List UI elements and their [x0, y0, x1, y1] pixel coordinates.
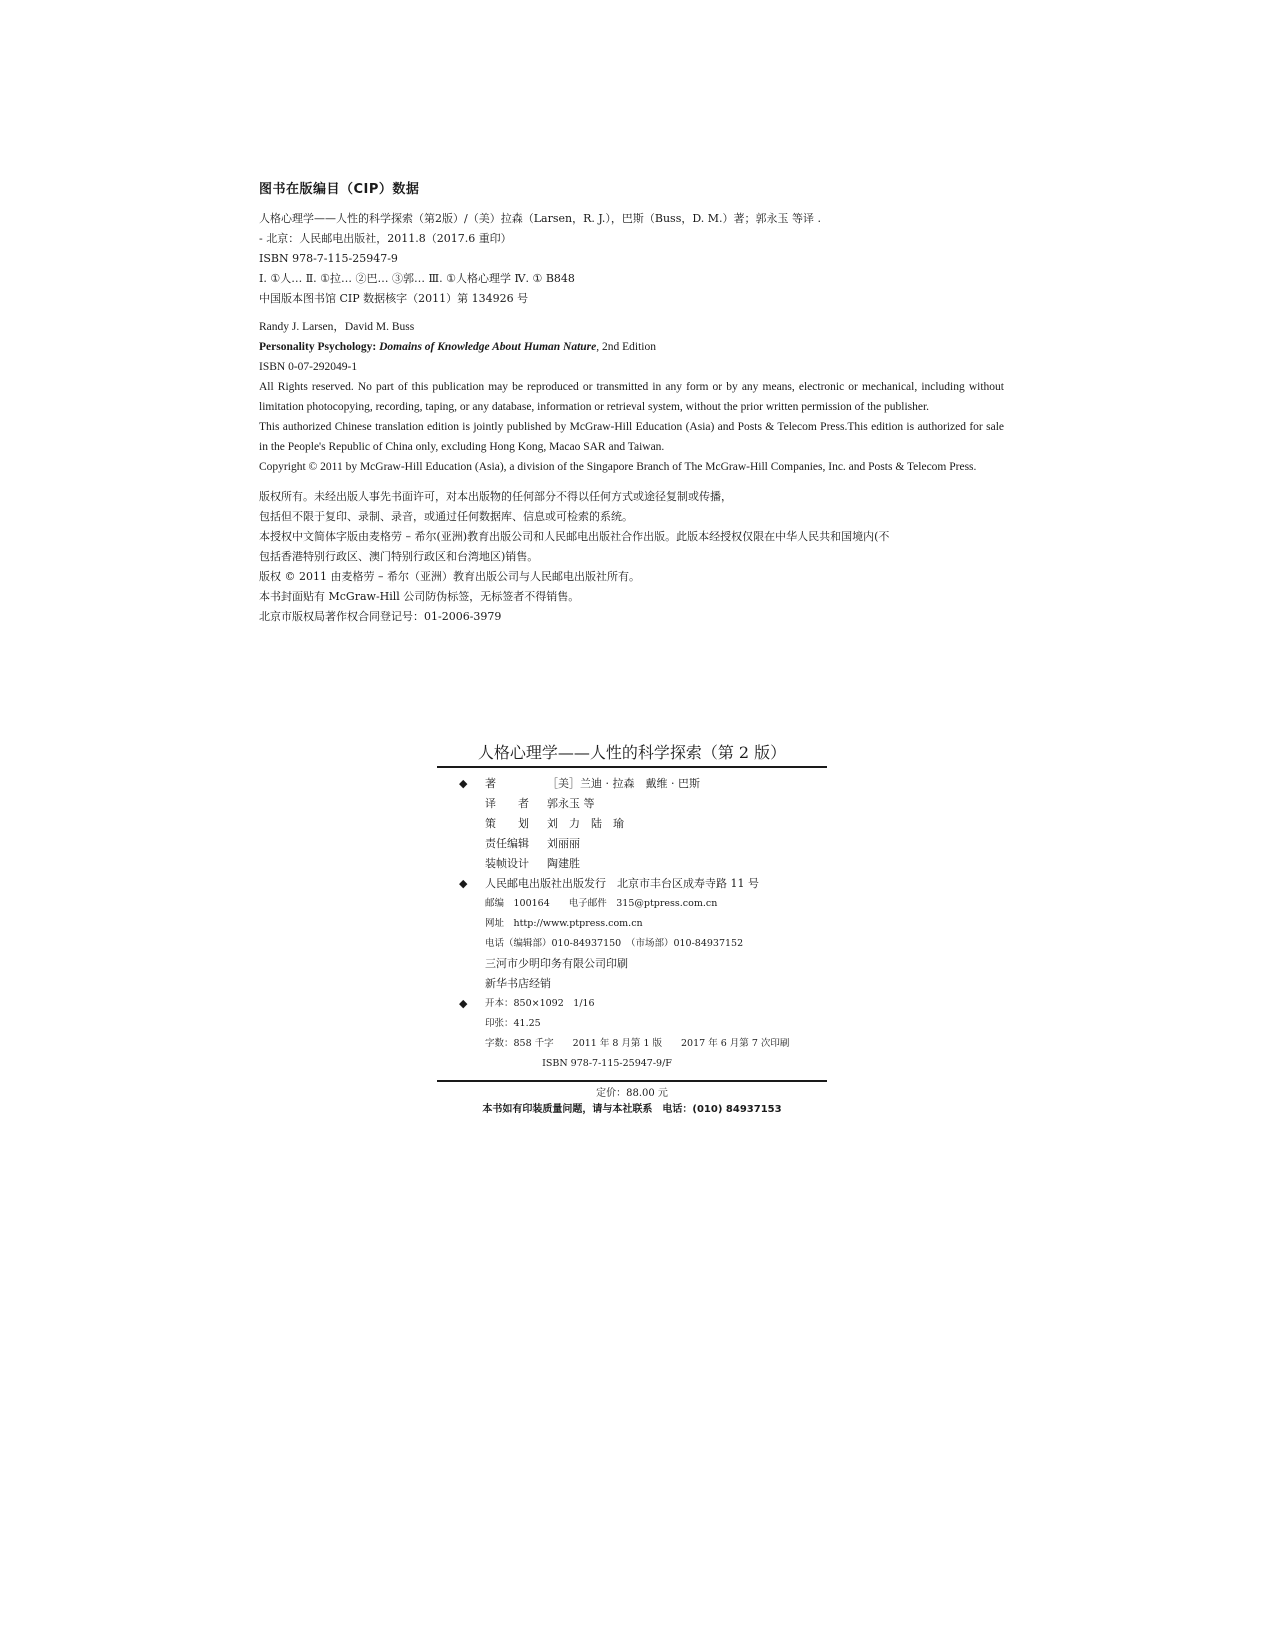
original-title-main: Personality Psychology:	[259, 341, 377, 353]
rights-statement: All Rights reserved. No part of this publication may be reproduced or transmitted in any form or by any means, electronic or mechanical, including without limitation photocopying, recording, taping, or any database, information or retrieval system, without the prior written permission of the publisher.	[259, 381, 1004, 413]
colophon-author-row	[437, 774, 827, 794]
cn-rights-line: 版权 © 2011 由麦格劳 – 希尔（亚洲）教育出版公司与人民邮电出版社所有。	[259, 570, 640, 583]
design-value: 陶建胜	[547, 857, 580, 870]
editor-value: 刘丽丽	[547, 837, 580, 850]
cn-rights-line: 包括香港特别行政区、澳门特别行政区和台湾地区)销售。	[259, 550, 539, 563]
original-isbn: ISBN 0-07-292049-1	[259, 361, 358, 373]
colophon	[437, 740, 827, 1106]
cn-rights-line: 版权所有。未经出版人事先书面许可，对本出版物的任何部分不得以任何方式或途径复制或传播，	[259, 490, 732, 503]
price-label: 定价：88.00 元	[596, 1088, 668, 1099]
colophon-distributor-row: 新华书店经销	[485, 977, 551, 990]
diamond-bullet-icon: ◆	[459, 997, 468, 1010]
cn-rights-line: 本授权中文简体字版由麦格劳 – 希尔(亚洲)教育出版公司和人民邮电出版社合作出版。此版本经授权仅限在中华人民共和国境内(不	[259, 530, 890, 543]
planner-value: 刘 力 陆 瑜	[547, 817, 624, 830]
original-title	[259, 337, 1004, 357]
cn-rights-line: 本书封面贴有 McGraw-Hill 公司防伪标签，无标签者不得销售。	[259, 590, 580, 603]
colophon-title: 人格心理学——人性的科学探索（第 2 版）	[437, 740, 827, 768]
diamond-bullet-icon: ◆	[459, 877, 468, 890]
cip-title: 图书在版编目（CIP）数据	[259, 182, 420, 197]
design-label: 装帧设计	[485, 857, 529, 870]
colophon-sheets-row: 印张：41.25	[485, 1018, 541, 1029]
author-value: ［美］兰迪 · 拉森 戴维 · 巴斯	[547, 777, 700, 790]
colophon-format-row	[437, 994, 827, 1014]
cn-rights-line: 北京市版权局著作权合同登记号：01-2006-3979	[259, 610, 502, 623]
colophon-translator-row	[437, 794, 827, 814]
authorized-edition-statement: This authorized Chinese translation edition is jointly published by McGraw-Hill Education (Asia) and Posts & Telecom Press.This edition is authorized for sale in the People's Republic of China only, excluding Hong Kong, Macao SAR and Taiwan.	[259, 421, 1004, 453]
colophon-phone-row: 电话（编辑部）010-84937150 （市场部）010-84937152	[485, 938, 744, 949]
cip-publisher-line: - 北京：人民邮电出版社，2011.8（2017.6 重印）	[259, 232, 512, 245]
diamond-bullet-icon: ◆	[459, 777, 468, 790]
translator-label: 译 者	[485, 797, 529, 810]
cn-rights-line: 包括但不限于复印、录制、录音，或通过任何数据库、信息或可检索的系统。	[259, 510, 633, 523]
colophon-publisher-row	[437, 874, 827, 894]
cip-section	[259, 178, 1004, 627]
colophon-design-row	[437, 854, 827, 874]
cip-isbn-line: ISBN 978-7-115-25947-9	[259, 252, 398, 265]
format-value: 开本：850×1092 1/16	[485, 998, 595, 1009]
colophon-website-row: 网址 http://www.ptpress.com.cn	[485, 918, 643, 929]
original-title-edition: , 2nd Edition	[596, 341, 657, 353]
author-label: 著	[485, 777, 496, 790]
cip-record-line: 中国版本图书馆 CIP 数据核字（2011）第 134926 号	[259, 292, 529, 305]
colophon-printer-row: 三河市少明印务有限公司印刷	[485, 957, 628, 970]
editor-label: 责任编辑	[485, 837, 529, 850]
cip-entry-line: 人格心理学——人性的科学探索（第2版）/（美）拉森（Larsen，R. J.），巴斯（Buss，D. M.）著；郭永玉 等译 .	[259, 212, 822, 225]
publisher-value: 人民邮电出版社出版发行 北京市丰台区成寿寺路 11 号	[485, 877, 759, 890]
colophon-postcode-row: 邮编 100164 电子邮件 315@ptpress.com.cn	[485, 898, 718, 909]
colophon-planner-row	[437, 814, 827, 834]
copyright-statement: Copyright © 2011 by McGraw-Hill Education (Asia), a division of the Singapore Branch of The McGraw-Hill Companies, Inc. and Posts & Telecom Press.	[259, 461, 977, 473]
original-authors: Randy J. Larsen，David M. Buss	[259, 321, 415, 333]
original-title-subtitle: Domains of Knowledge About Human Nature	[379, 341, 597, 353]
colophon-isbn: ISBN 978-7-115-25947-9/F	[542, 1058, 672, 1069]
colophon-words-row: 字数：858 千字 2011 年 8 月第 1 版 2017 年 6 月第 7 次印刷	[485, 1038, 790, 1049]
cip-classification-line: Ⅰ. ①人… Ⅱ. ①拉… ②巴… ③郭… Ⅲ. ①人格心理学 Ⅳ. ① B848	[259, 272, 575, 285]
planner-label: 策 划	[485, 817, 529, 830]
translator-value: 郭永玉 等	[547, 797, 595, 810]
quality-notice: 本书如有印装质量问题，请与本社联系 电话：(010) 84937153	[482, 1104, 782, 1115]
colophon-editor-row	[437, 834, 827, 854]
